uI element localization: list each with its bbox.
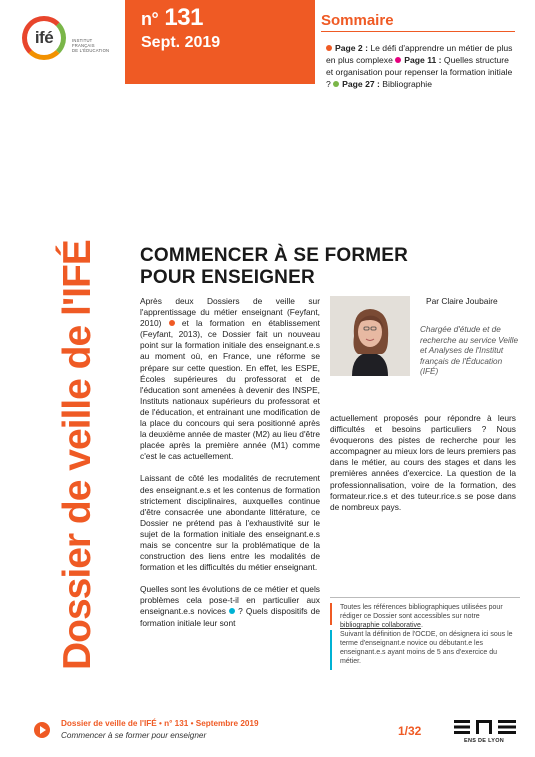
author-portrait-image — [330, 296, 410, 376]
article-title — [140, 245, 408, 289]
logo-text: ifé — [34, 28, 54, 47]
bullet-dot-icon — [395, 57, 401, 63]
issue-number-value: 131 — [164, 4, 203, 31]
sommaire-item-page[interactable]: Page 2 : — [335, 43, 368, 53]
vertical-title: Dossier de veille de l'IFÉ — [56, 240, 99, 670]
paragraph-1 — [140, 296, 320, 462]
paragraph-3 — [140, 584, 320, 628]
bullet-dot-icon — [326, 45, 332, 51]
article-column-2 — [330, 413, 516, 524]
article-title-line-2: POUR ENSEIGNER — [140, 267, 315, 288]
notes-divider — [330, 597, 520, 598]
sommaire-list — [326, 42, 518, 90]
article-column-1 — [140, 296, 320, 640]
note-1-text: Toutes les références bibliographiques utilisées pour rédiger ce Dossier sont accessibles sur notre — [340, 604, 503, 620]
sommaire-item-text[interactable]: Quelles structure et organisation pour repenser la formation initiale ? — [326, 55, 513, 89]
institute-line-3: DE L'ÉDUCATION — [72, 48, 110, 53]
note-marker-orange — [330, 603, 332, 625]
institute-line-2: FRANÇAIS — [72, 43, 95, 48]
issue-date: Sept. 2019 — [141, 34, 221, 51]
paragraph-1a: Après deux Dossiers de veille sur l'apprentissage du métier enseignant (Feyfant, 2010) — [140, 296, 320, 329]
author-photo — [330, 296, 410, 376]
sommaire-divider — [321, 31, 515, 32]
author-role: Chargée d'étude et de recherche au service Veille et Analyses de l'Institut français de l'Éducation (IFÉ) — [420, 325, 518, 376]
issue-prefix: n° — [141, 9, 159, 29]
page-number: 1/32 — [398, 724, 422, 738]
note-bibliography — [340, 603, 518, 630]
author-name: Par Claire Joubaire — [426, 296, 498, 306]
paragraph-1b: et la formation en établissement (Feyfant, 2013), ce Dossier fait un nouveau point sur la formation initiale des enseignant.e.s au moment où, en France, une réforme se prépare sur cette question. En effet, les ESPE, Écoles supérieures du professorat et de l'éducation sont amenées à devenir des INSPE, Instituts nationaux supérieurs du professorat et de l'éducation, et entrainant une modification de la place du concours qui sera positionné après la deuxième année de master (M2) au lieu d'être placée après la première année (M1) comme c'est le cas actuellement. — [140, 318, 320, 462]
note-1-end: . — [420, 622, 423, 629]
sommaire-title: Sommaire — [321, 12, 394, 29]
play-arrow-icon — [40, 726, 46, 734]
footer-publication: Dossier de veille de l'IFÉ • n° 131 • Septembre 2019 — [61, 719, 259, 728]
paragraph-3b: ? Quels dispositifs de formation initiale leur sont — [140, 606, 321, 628]
sommaire-item-page[interactable]: Page 11 : — [404, 55, 442, 65]
sommaire-item-text[interactable]: Bibliographie — [379, 79, 432, 89]
ens-logo-mark-icon — [452, 718, 520, 736]
bibliography-link[interactable]: bibliographie collaborative — [340, 622, 421, 629]
note-marker-cyan — [330, 630, 332, 670]
ife-logo — [22, 16, 66, 60]
vertical-title-container — [14, 230, 99, 670]
note-definition: Suivant la définition de l'OCDE, on désignera ici sous le terme d'enseignant.e novice ou débutant.e les enseignant.e.s ayant moins de 5 ans d'exercice du métier. — [340, 631, 513, 665]
paragraph-4: actuellement proposés pour répondre à leurs difficultés et besoins particuliers ? Nous évoquerons des pistes de recherche pour les accompagner au mieux lors de leurs premiers pas dans le métier, au cours des stages et dans les premières années d'exercice. La question de la professionnalisation, voire de la formation, des formateur.rice.s et des tuteur.rice.s se pose dans de nombreux pays. — [330, 413, 516, 512]
paragraph-3a: Quelles sont les évolutions de ce métier et quels problèmes cela pose-t-il en particulier aux enseignant.e.s novices — [140, 584, 320, 617]
paragraph-2: Laissant de côté les modalités de recrutement des enseignant.e.s et les contenus de formation strictement disciplinaires, auxquelles continue d'être consacrée une abondante littérature, ce Dossier ne prétend pas à l'exhaustivité sur le sujet de la formation initiale des enseignant.e.s mais se concentre sur la problématique de la construction des liens entre les modalités de formation et les difficultés du métier enseignant. — [140, 473, 320, 573]
institute-name — [72, 38, 132, 53]
article-title-line-1: COMMENCER À SE FORMER — [140, 245, 409, 266]
ens-label: ENS DE LYON — [464, 738, 505, 744]
institute-line-1: INSTITUT — [72, 38, 93, 43]
footer-article-title: Commencer à se former pour enseigner — [61, 731, 207, 740]
sommaire-item-page[interactable]: Page 27 : — [342, 79, 380, 89]
issue-number — [141, 4, 203, 32]
sommaire-item-text[interactable]: Le défi d'apprendre un métier de plus en plus complexe — [326, 43, 513, 65]
bullet-dot-icon — [333, 81, 339, 87]
